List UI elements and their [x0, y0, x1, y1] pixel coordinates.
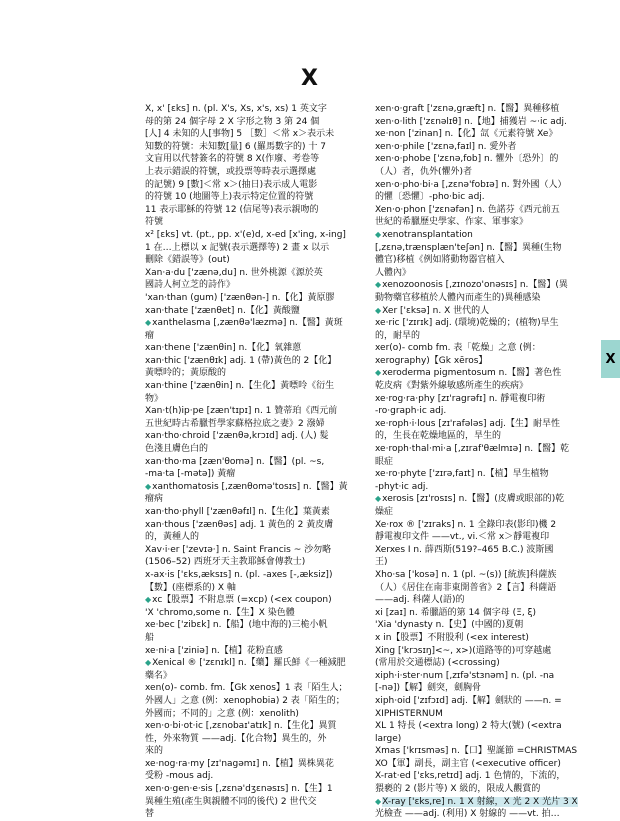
- dictionary-line: [145, 645, 371, 658]
- new-entry-marker-icon: ◆: [375, 229, 382, 239]
- dictionary-line: [145, 493, 371, 506]
- dictionary-line-text: large): [375, 733, 402, 744]
- dictionary-line: [375, 783, 587, 796]
- dictionary-line-text: X-rat·ed ['ɛks,retɪd] adj. 1 色情的，下流的，: [375, 771, 566, 782]
- dictionary-line-text: -phyt·ic adj.: [375, 481, 429, 492]
- dictionary-line: [375, 317, 587, 330]
- dictionary-line: [375, 430, 587, 443]
- dictionary-line-text: XO【軍】副長，副主官 (<executive officer): [375, 758, 561, 769]
- dictionary-line-text: xiph·i·ster·num [,zɪfə'stɜnəm] n. (pl. -na: [375, 670, 555, 681]
- dictionary-line-text: xen·o·gen·e·sis [,zɛnə'dʒɛnəsɪs] n.【生】1: [145, 784, 333, 795]
- dictionary-line-text: xen·o·pho·bi·a [,zɛnə'fobɪə] n. 對外國（人）: [375, 179, 567, 190]
- dictionary-line: [375, 128, 587, 141]
- dictionary-line-text: xen·o·phobe ['zɛnə,fob] n. 懼外〔恐外〕的: [375, 154, 559, 165]
- dictionary-line: [375, 443, 587, 456]
- dictionary-line-text: 1 在…上標以 x 記號(表示選擇等) 2 畫 x 以示: [145, 242, 330, 253]
- dictionary-line: [145, 745, 371, 758]
- dictionary-line-text: -ma·ta [-mətə]) 黃瘤: [145, 469, 236, 480]
- dictionary-line: [375, 493, 587, 506]
- dictionary-line-text: 性，外來物質 ——adj.【化合物】異生的，外: [145, 733, 327, 744]
- dictionary-line: [375, 342, 587, 355]
- dictionary-line: [375, 632, 587, 645]
- dictionary-line-text: (1506–52) 西班牙天主教耶穌會傳教士): [145, 557, 306, 568]
- dictionary-line: [145, 783, 371, 796]
- dictionary-line: [375, 204, 587, 217]
- dictionary-line-text: xen·o·phile ['zɛnə,faɪl] n. 愛外者: [375, 141, 517, 152]
- dictionary-line-text: xerosis [zɪ'rosɪs] n.【醫】(皮膚或眼部的)乾: [382, 494, 565, 505]
- dictionary-line-text: [-nə])【解】劍突，劍胸骨: [375, 683, 482, 694]
- dictionary-line: [375, 645, 587, 658]
- dictionary-line-text: xer(o)- comb fm. 表「乾燥」之意 (例：: [375, 343, 541, 354]
- left-column: [145, 103, 371, 821]
- dictionary-line-text: 母的第 24 個字母 2 X 字形之物 3 第 24 個: [145, 116, 320, 127]
- dictionary-line-text: XL 1 特長 (<extra long) 2 特大(號) (<extra: [375, 721, 562, 732]
- dictionary-line: [375, 695, 587, 708]
- dictionary-line: [145, 632, 371, 645]
- dictionary-line: [375, 594, 587, 607]
- dictionary-line-text: xan·thene ['zænθin] n.【化】氧雜蒽: [145, 343, 302, 354]
- dictionary-line: [375, 355, 587, 368]
- new-entry-marker-icon: ◆: [375, 280, 382, 290]
- dictionary-line-text: xan·thine ['zænθin] n.【生化】黃嘌呤《衍生: [145, 381, 335, 392]
- dictionary-line-text: xenotransplantation: [382, 229, 473, 240]
- dictionary-line: [145, 443, 371, 456]
- dictionary-line: [145, 481, 371, 494]
- dictionary-line: [145, 191, 371, 204]
- dictionary-line-text: 外國人」之意 (例：xenophobia) 2 表「陌生的；: [145, 695, 345, 706]
- dictionary-line: [145, 670, 371, 683]
- dictionary-line-text: (常用於交通標誌) (<crossing): [375, 658, 500, 669]
- dictionary-line: [375, 292, 587, 305]
- dictionary-line-text: 乾皮病《對紫外線敏感所產生的疾病》: [375, 381, 529, 392]
- dictionary-line-text: xe·bec ['zibɛk] n.【船】(地中海的)三桅小帆: [145, 620, 328, 631]
- new-entry-marker-icon: ◆: [375, 305, 382, 315]
- dictionary-line-text: 國詩人柯立芝的詩作》: [145, 280, 236, 291]
- dictionary-line-text: xeroderma pigmentosum n.【醫】著色性: [382, 368, 562, 379]
- dictionary-line: [375, 519, 587, 532]
- dictionary-line: [145, 582, 371, 595]
- dictionary-line-text: 受粉 -mous adj.: [145, 771, 214, 782]
- dictionary-line: [375, 544, 587, 557]
- dictionary-line: [375, 456, 587, 469]
- dictionary-line: [145, 531, 371, 544]
- dictionary-line-text: ——adj. 科薩人(語)的: [375, 595, 465, 606]
- dictionary-line: [375, 758, 587, 771]
- dictionary-line-text: 的，生長在乾燥地區的，旱生的: [375, 431, 502, 442]
- dictionary-line: [375, 179, 587, 192]
- dictionary-line: [145, 682, 371, 695]
- dictionary-line-text: xan·thous ['zænθəs] adj. 1 黃色的 2 黃皮膚: [145, 519, 334, 530]
- dictionary-line-text: xe·ni·a ['ziniə] n.【植】花粉直感: [145, 645, 283, 656]
- dictionary-line: [375, 481, 587, 494]
- dictionary-line: [145, 607, 371, 620]
- dictionary-line: [375, 418, 587, 431]
- dictionary-line-text: x-ax·is ['ɛks,æksɪs] n. (pl. -axes [-,æksiz]): [145, 569, 333, 580]
- dictionary-line: [145, 720, 371, 733]
- new-entry-marker-icon: ◆: [375, 368, 382, 378]
- dictionary-line: [145, 116, 371, 129]
- dictionary-line: [145, 128, 371, 141]
- dictionary-line-text: 符號: [145, 217, 164, 228]
- dictionary-line: [145, 456, 371, 469]
- new-entry-marker-icon: ◆: [145, 481, 152, 491]
- dictionary-line: [145, 506, 371, 519]
- dictionary-line: [145, 569, 371, 582]
- dictionary-line-text: xen·o·lith ['zɛnəlɪθ] n.【地】捕獲岩 ~·ic adj.: [375, 116, 567, 127]
- dictionary-line-text: xe·roph·thal·mi·a [,zɪraf'θælmɪə] n.【醫】乾: [375, 444, 570, 455]
- dictionary-line: [375, 657, 587, 670]
- dictionary-line: [145, 468, 371, 481]
- dictionary-line-text: xe·ro·phyte ['zɪrə,faɪt] n.【植】旱生植物: [375, 469, 549, 480]
- dictionary-line: [145, 594, 371, 607]
- dictionary-line-text: 世紀的希臘歷史學家、作家、軍事家》: [375, 217, 529, 228]
- page-letter-heading: X: [301, 66, 319, 91]
- dictionary-line-text: xe·non ['zinan] n.【化】氙《元素符號 Xe》: [375, 129, 558, 140]
- dictionary-line: [375, 380, 587, 393]
- dictionary-line-text: 光檢查 ——adj. (利用) X 射線的 ——vt. 拍…: [375, 809, 560, 820]
- dictionary-line: [145, 758, 371, 771]
- dictionary-line-text: （人）《居住在南非東開普省》2【言】科薩語: [375, 582, 557, 593]
- dictionary-line: [375, 506, 587, 519]
- dictionary-line: [145, 418, 371, 431]
- dictionary-line: [145, 430, 371, 443]
- dictionary-line-text: x in【股票】不附股利 (<ex interest): [375, 632, 529, 643]
- dictionary-line: [375, 607, 587, 620]
- dictionary-line: [375, 216, 587, 229]
- dictionary-line-text: Xing ['krɔsɪŋ]<~, x>)(道路等的)可穿越處: [375, 645, 552, 656]
- dictionary-line: [375, 670, 587, 683]
- dictionary-line: [375, 468, 587, 481]
- dictionary-line-text: 的，耐旱的: [375, 330, 421, 341]
- dictionary-line: [145, 153, 371, 166]
- dictionary-line: [145, 179, 371, 192]
- dictionary-line: [375, 708, 587, 721]
- dictionary-line-text: xen(o)- comb. fm.【Gk xenos】1 表「陌生人；: [145, 683, 348, 694]
- dictionary-line-text: xen·o·graft ['zɛnə,græft] n.【醫】異種移植: [375, 104, 560, 114]
- dictionary-line-text: xiph·oid ['zɪfɔɪd] adj.【解】劍狀的 ——n. =: [375, 695, 562, 706]
- dictionary-line: [145, 708, 371, 721]
- dictionary-line: [145, 141, 371, 154]
- dictionary-line: [145, 292, 371, 305]
- dictionary-line: [145, 242, 371, 255]
- dictionary-line: [375, 254, 587, 267]
- dictionary-line-text: 物》: [145, 393, 164, 404]
- dictionary-line-text: 文盲用以代替簽名的符號 8 X(作廢、考卷等: [145, 154, 320, 165]
- dictionary-line: [145, 355, 371, 368]
- dictionary-line-text: （人）者，仇外(懼外)者: [375, 166, 473, 177]
- dictionary-line: [145, 305, 371, 318]
- dictionary-line: [145, 204, 371, 217]
- dictionary-line-text: xanthomatosis [,zænθomə'tosɪs] n.【醫】黃: [152, 481, 348, 492]
- dictionary-line: [375, 770, 587, 783]
- dictionary-line-text: xe·rog·ra·phy [zɪ'ragrəfɪ] n. 靜電複印術: [375, 393, 546, 404]
- dictionary-line-text: xe·nog·ra·my [zɪ'nagəmɪ] n.【植】異株異花: [145, 758, 334, 769]
- dictionary-line: [145, 544, 371, 557]
- dictionary-line: [375, 796, 587, 809]
- dictionary-line-text: 體官)移植《例如將動物器官植入: [375, 255, 505, 266]
- dictionary-line-text: 猥褻的 2 (影片等) X 級的，限成人觀賞的: [375, 784, 541, 795]
- dictionary-line: [145, 808, 371, 821]
- dictionary-line: [375, 267, 587, 280]
- dictionary-line-text: Xerxes I n. 薛西斯(519?–465 B.C.) 波斯國: [375, 544, 554, 555]
- dictionary-line: [145, 279, 371, 292]
- new-entry-marker-icon: ◆: [145, 318, 152, 328]
- dictionary-line: [145, 796, 371, 809]
- dictionary-line: [145, 229, 371, 242]
- dictionary-line-text: xi [zaɪ] n. 希臘語的第 14 個字母 (Ξ, ξ): [375, 607, 537, 618]
- dictionary-line-text: xc【股票】不附息票 (=xcp) (<ex coupon): [152, 595, 332, 606]
- dictionary-line-text: 的記號) 9 [數]＜常 x＞(抽日)表示成人電影: [145, 179, 318, 190]
- dictionary-line: [145, 619, 371, 632]
- dictionary-line-text: 'xan·than (gum) ['zænθən-] n.【化】黃原膠: [145, 292, 335, 303]
- dictionary-line-text: 的懼〔恐懼〕-pho·bic adj.: [375, 192, 485, 203]
- dictionary-line: [145, 103, 371, 116]
- dictionary-line: [145, 342, 371, 355]
- dictionary-line-text: xan·thate ['zænθet] n.【化】黃酸鹽: [145, 305, 300, 316]
- dictionary-line: [145, 254, 371, 267]
- dictionary-line: [145, 770, 371, 783]
- dictionary-line: [375, 733, 587, 746]
- dictionary-line-text: Xenical ® ['zɛnɪkl] n.【藥】羅氏鮮《一種減肥: [152, 658, 346, 669]
- dictionary-line: [145, 317, 371, 330]
- dictionary-line-text: 外國而；不同的」之意 (例：xenolith): [145, 708, 299, 719]
- dictionary-line: [375, 367, 587, 380]
- thumb-index-tab[interactable]: X: [601, 340, 620, 378]
- dictionary-line-text: 燥症: [375, 507, 394, 517]
- dictionary-line-text: 動物藥官移植於人體內而產生的)異種感染: [375, 292, 541, 303]
- dictionary-line-text: xerography)【Gk xēros】: [375, 355, 488, 366]
- dictionary-line-text: 11 表示耶穌的符號 12 (信尾等)表示親吻的: [145, 204, 319, 215]
- dictionary-line-text: 黃嘌呤的；黃原酸的: [145, 368, 227, 379]
- dictionary-line-text: Xav·i·er ['zevɪə·] n. Saint Francis ~ 沙勿略: [145, 544, 332, 555]
- dictionary-line: [145, 519, 371, 532]
- dictionary-line: [375, 166, 587, 179]
- dictionary-line: [375, 405, 587, 418]
- dictionary-line-text: 的符號 10 (地圖等上)表示特定位置的符號: [145, 192, 314, 203]
- dictionary-line: [375, 808, 587, 821]
- dictionary-line-text: xan·tho·chroid ['zænθə,krɔɪd] adj. (人) 髮: [145, 431, 329, 442]
- dictionary-line-text: xan·thic ['zænθɪk] adj. 1 (帶)黃色的 2【化】: [145, 355, 337, 366]
- dictionary-line: [375, 116, 587, 129]
- dictionary-line-text: 異種生殖(產生與親體不同的後代) 2 世代交: [145, 796, 317, 807]
- dictionary-line-text: Xe·rox ® ['zɪraks] n. 1 全錄印表(影印)機 2: [375, 519, 557, 530]
- dictionary-line-text: XIPHISTERNUM: [375, 708, 443, 719]
- new-entry-marker-icon: ◆: [145, 658, 152, 668]
- dictionary-line-text: 色淺且膚色白的: [145, 444, 209, 455]
- dictionary-line: [145, 267, 371, 280]
- dictionary-line: [375, 279, 587, 292]
- dictionary-line-text: 藥名》: [145, 670, 173, 681]
- dictionary-line-text: Xan·t(h)ip·pe [zæn'tɪpɪ] n. 1 贊蒂珀《西元前: [145, 406, 338, 417]
- dictionary-line: [375, 569, 587, 582]
- dictionary-line-text: 【數】(座標系的) X 軸: [145, 582, 236, 593]
- dictionary-line-text: xan·tho·phyll ['zænθəfɪl] n.【生化】葉黃素: [145, 507, 330, 517]
- dictionary-line: [145, 216, 371, 229]
- dictionary-line: [375, 242, 587, 255]
- dictionary-line-text: 靜電複印文件 ——vt., vi.＜常 x＞靜電複印: [375, 532, 550, 543]
- dictionary-line-text: xe·ric ['zɪrɪk] adj. (環境)乾燥的；(植物)旱生: [375, 318, 559, 329]
- dictionary-line: [375, 229, 587, 242]
- dictionary-line: [145, 380, 371, 393]
- dictionary-line: [145, 405, 371, 418]
- new-entry-marker-icon: ◆: [375, 494, 382, 504]
- dictionary-line-text: 人體內》: [375, 267, 412, 278]
- dictionary-line-text: Xmas ['krɪsməs] n.【口】聖誕節 =CHRISTMAS: [375, 746, 578, 757]
- dictionary-line-text: X-ray ['ɛks,re] n. 1 X 射線，X 光 2 X 光片 3 X: [382, 796, 578, 807]
- dictionary-line-text: Xan·a·du ['zænə,du] n. 世外桃源《源於英: [145, 267, 323, 278]
- dictionary-line-text: x² [ɛks] vt. (pt., pp. x'(e)d, x-ed [x'ing, x-ing]: [145, 229, 346, 240]
- dictionary-line-text: xe·roph·i·lous [zɪ'rafələs] adj.【生】耐旱性: [375, 418, 561, 429]
- dictionary-line-text: xen·o·bi·ot·ic [,zɛnobaɪ'atɪk] n.【生化】異質: [145, 721, 337, 732]
- dictionary-line: [375, 720, 587, 733]
- dictionary-line-text: 上表示錯誤的符號，或投票等時表示選擇處: [145, 166, 317, 177]
- dictionary-line-text: 知數的符號：未知數[量] 6 (羅馬數字的) 十 7: [145, 141, 326, 152]
- dictionary-line-text: 刪除《錯誤等》(out): [145, 255, 230, 266]
- dictionary-line-text: 瘤病: [145, 494, 164, 505]
- dictionary-line-text: xanthelasma [,zænθə'læzmə] n.【醫】黃斑: [152, 318, 343, 329]
- dictionary-line: [375, 153, 587, 166]
- dictionary-line-text: 五世紀時古希臘哲學家蘇格拉底之妻》2 潑婦: [145, 418, 325, 429]
- dictionary-line: [375, 556, 587, 569]
- dictionary-line: [375, 619, 587, 632]
- dictionary-line-text: Xen·o·phon ['zɛnəfən] n. 色諾芬《西元前五: [375, 204, 560, 215]
- dictionary-line: [375, 531, 587, 544]
- dictionary-line-text: xan·tho·ma [zæn'θomə] n.【醫】(pl. ~s,: [145, 456, 325, 467]
- dictionary-line: [375, 305, 587, 318]
- dictionary-line-text: 替: [145, 809, 155, 820]
- dictionary-line: [375, 330, 587, 343]
- dictionary-line: [145, 556, 371, 569]
- dictionary-line: [145, 393, 371, 406]
- new-entry-marker-icon: ◆: [145, 595, 152, 605]
- dictionary-line: [375, 682, 587, 695]
- dictionary-line: [375, 745, 587, 758]
- dictionary-line: [145, 330, 371, 343]
- dictionary-line: [375, 393, 587, 406]
- dictionary-line: [145, 695, 371, 708]
- new-entry-marker-icon: ◆: [375, 796, 382, 806]
- dictionary-line: [375, 103, 587, 116]
- dictionary-line: [145, 733, 371, 746]
- dictionary-line: [145, 367, 371, 380]
- dictionary-line-text: 'Xia 'dynasty n.【史】(中國的)夏朝: [375, 620, 524, 631]
- dictionary-line-text: X, x' [ɛks] n. (pl. X's, Xs, x's, xs) 1 英文字: [145, 104, 327, 114]
- dictionary-line: [145, 166, 371, 179]
- right-column: [375, 103, 587, 821]
- dictionary-line-text: -ro·graph·ic adj.: [375, 406, 447, 417]
- dictionary-line-text: 'X 'chromo,some n.【生】X 染色體: [145, 607, 295, 618]
- dictionary-line-text: Xer ['ɛksə] n. X 世代的人: [382, 305, 490, 316]
- dictionary-line-text: [人] 4 未知的人[事物] 5 ［數］＜常 x＞表示未: [145, 129, 335, 140]
- dictionary-line-text: 來的: [145, 746, 164, 757]
- dictionary-line: [375, 582, 587, 595]
- dictionary-line-text: 眼症: [375, 456, 394, 467]
- dictionary-line-text: 船: [145, 632, 155, 643]
- dictionary-line-text: 的，黃種人的: [145, 532, 200, 543]
- dictionary-line: [375, 141, 587, 154]
- dictionary-line-text: [,zɛnə,trænsplæn'teʃən] n.【醫】異種(生物: [375, 242, 562, 253]
- dictionary-line-text: xenozoonosis [,zɪnozo'onəsɪs] n.【醫】(異: [382, 280, 568, 291]
- dictionary-line: [145, 657, 371, 670]
- dictionary-line: [375, 191, 587, 204]
- dictionary-line-text: 瘤: [145, 330, 155, 341]
- dictionary-line-text: Xho·sa ['kosə] n. 1 (pl. ~(s)) [統族]科薩族: [375, 569, 557, 580]
- dictionary-line-text: 王): [375, 557, 388, 568]
